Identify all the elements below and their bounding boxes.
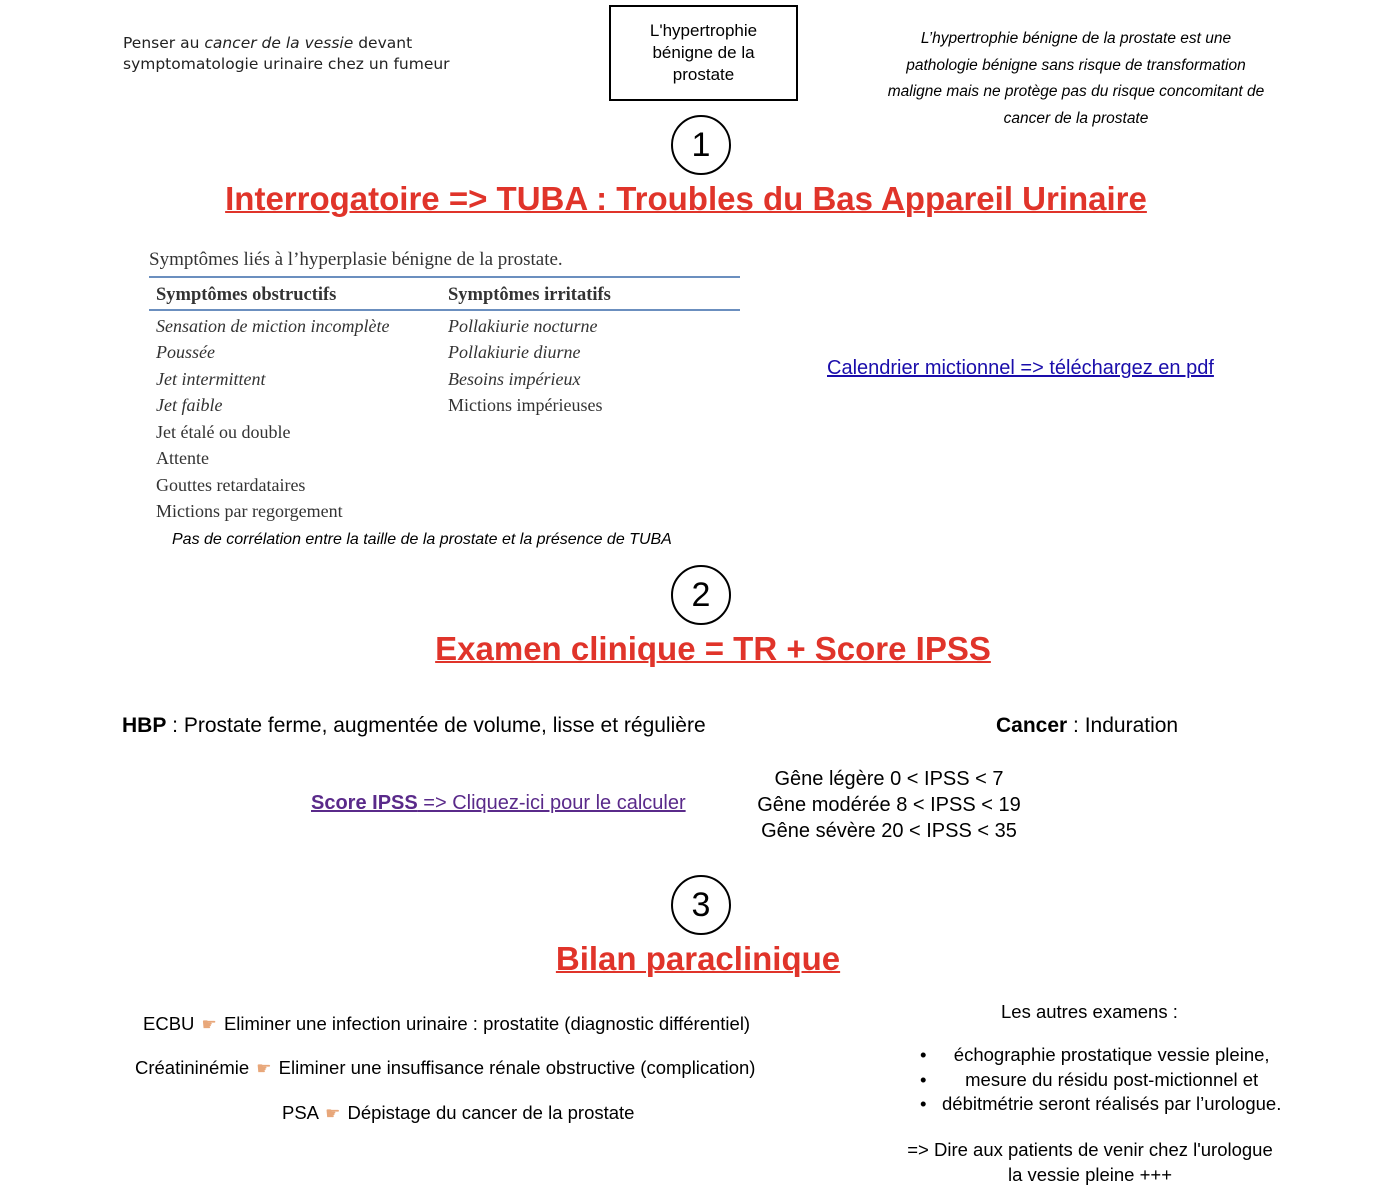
bladder-diary-download-link[interactable]: Calendrier mictionnel => téléchargez en pdf bbox=[827, 357, 1214, 379]
page-title-line: prostate bbox=[672, 65, 735, 84]
symptom-item: Mictions impérieuses bbox=[448, 395, 603, 415]
severity-line: Gêne légère 0 < IPSS < 7 bbox=[774, 768, 1004, 790]
symptom-item: Besoins impérieux bbox=[448, 368, 581, 389]
symptom-item: Jet faible bbox=[156, 395, 223, 415]
ipss-calculator-link[interactable] bbox=[311, 792, 686, 815]
symptom-item: Gouttes retardataires bbox=[156, 474, 306, 495]
cancer-text: : Induration bbox=[1067, 714, 1179, 737]
symptom-item: Attente bbox=[156, 448, 209, 468]
list-item: • débitmétrie seront réalisés par l’urologue. bbox=[920, 1092, 1281, 1117]
conclusion-line: la vessie pleine +++ bbox=[1007, 1163, 1173, 1185]
note-line: L’hypertrophie bénigne de la prostate est une bbox=[920, 30, 1232, 47]
note-text: symptomatologie urinaire chez un fumeur bbox=[123, 55, 450, 73]
ipss-severity-scale bbox=[734, 766, 1044, 844]
symptom-item: Jet intermittent bbox=[156, 368, 266, 389]
note-text: devant bbox=[353, 34, 413, 52]
step-number-1: 1 bbox=[671, 115, 731, 175]
note-line: maligne mais ne protège pas du risque concomitant de bbox=[887, 83, 1265, 100]
severity-line: Gêne sévère 20 < IPSS < 35 bbox=[761, 820, 1017, 842]
list-item: • mesure du résidu post-mictionnel et bbox=[920, 1068, 1281, 1093]
table-footnote: Pas de corrélation entre la taille de la prostate et la présence de TUBA bbox=[172, 531, 672, 548]
step-number-2: 2 bbox=[671, 565, 731, 625]
cancer-finding bbox=[996, 714, 1178, 738]
obstructive-symptoms-column bbox=[156, 282, 389, 525]
ipss-link-label: Score IPSS bbox=[311, 792, 418, 814]
note-emphasis: cancer de la vessie bbox=[204, 34, 354, 52]
hbp-label: HBP bbox=[122, 714, 167, 737]
pointing-hand-icon: ☛ bbox=[201, 1015, 217, 1034]
column-header: Symptômes irritatifs bbox=[448, 285, 611, 305]
note-text: Penser au bbox=[123, 34, 205, 52]
note-benign-pathology bbox=[860, 26, 1292, 132]
exam-name: Créatininémie bbox=[135, 1057, 250, 1078]
step-number-3: 3 bbox=[671, 875, 731, 935]
symptom-item: Pollakiurie nocturne bbox=[448, 315, 598, 336]
list-item: • échographie prostatique vessie pleine, bbox=[920, 1043, 1281, 1068]
exam-purpose: Eliminer une insuffisance rénale obstructive (complication) bbox=[278, 1057, 756, 1078]
irritative-symptoms-column bbox=[448, 282, 611, 419]
ipss-link-text: => Cliquez-ici pour le calculer bbox=[417, 792, 686, 814]
exam-creatininemie bbox=[135, 1057, 755, 1079]
column-header: Symptômes obstructifs bbox=[156, 285, 337, 305]
symptom-item: Pollakiurie diurne bbox=[448, 342, 581, 362]
section-title-bilan: Bilan paraclinique bbox=[555, 940, 841, 977]
hbp-text: : Prostate ferme, augmentée de volume, lisse et régulière bbox=[166, 714, 706, 737]
cancer-label: Cancer bbox=[996, 714, 1068, 737]
hbp-finding bbox=[122, 714, 706, 738]
symptom-item: Mictions par regorgement bbox=[156, 501, 343, 521]
exam-psa bbox=[282, 1102, 634, 1124]
conclusion-line: => Dire aux patients de venir chez l'urologue bbox=[907, 1139, 1273, 1160]
severity-line: Gêne modérée 8 < IPSS < 19 bbox=[757, 794, 1021, 816]
page-title-box bbox=[609, 5, 798, 101]
exam-purpose: Dépistage du cancer de la prostate bbox=[347, 1102, 635, 1123]
table-rule-top bbox=[149, 276, 740, 278]
pointing-hand-icon: ☛ bbox=[256, 1059, 272, 1078]
exam-ecbu bbox=[143, 1013, 750, 1035]
symptom-item: Jet étalé ou double bbox=[156, 421, 291, 442]
note-line: cancer de la prostate bbox=[1003, 109, 1149, 127]
exam-name: PSA bbox=[282, 1102, 318, 1123]
urologist-conclusion bbox=[872, 1138, 1308, 1187]
note-line: pathologie bénigne sans risque de transformation bbox=[906, 56, 1246, 74]
section-title-interrogatoire: Interrogatoire => TUBA : Troubles du Bas Appareil Urinaire bbox=[225, 180, 1147, 217]
other-exams-list bbox=[920, 1043, 1281, 1117]
symptoms-table-caption: Symptômes liés à l’hyperplasie bénigne de la prostate. bbox=[149, 249, 563, 270]
symptom-item: Sensation de miction incomplète bbox=[156, 315, 390, 336]
page-title-line: bénigne de la bbox=[652, 43, 755, 62]
exam-name: ECBU bbox=[143, 1013, 195, 1034]
note-bladder-cancer bbox=[123, 33, 450, 75]
other-exams-title: Les autres examens : bbox=[1001, 1001, 1178, 1022]
pointing-hand-icon: ☛ bbox=[325, 1104, 341, 1123]
symptom-item: Poussée bbox=[156, 342, 215, 362]
exam-purpose: Eliminer une infection urinaire : prostatite (diagnostic différentiel) bbox=[223, 1013, 751, 1034]
page-title-line: L'hypertrophie bbox=[649, 21, 758, 40]
section-title-examen-clinique: Examen clinique = TR + Score IPSS bbox=[435, 630, 991, 667]
